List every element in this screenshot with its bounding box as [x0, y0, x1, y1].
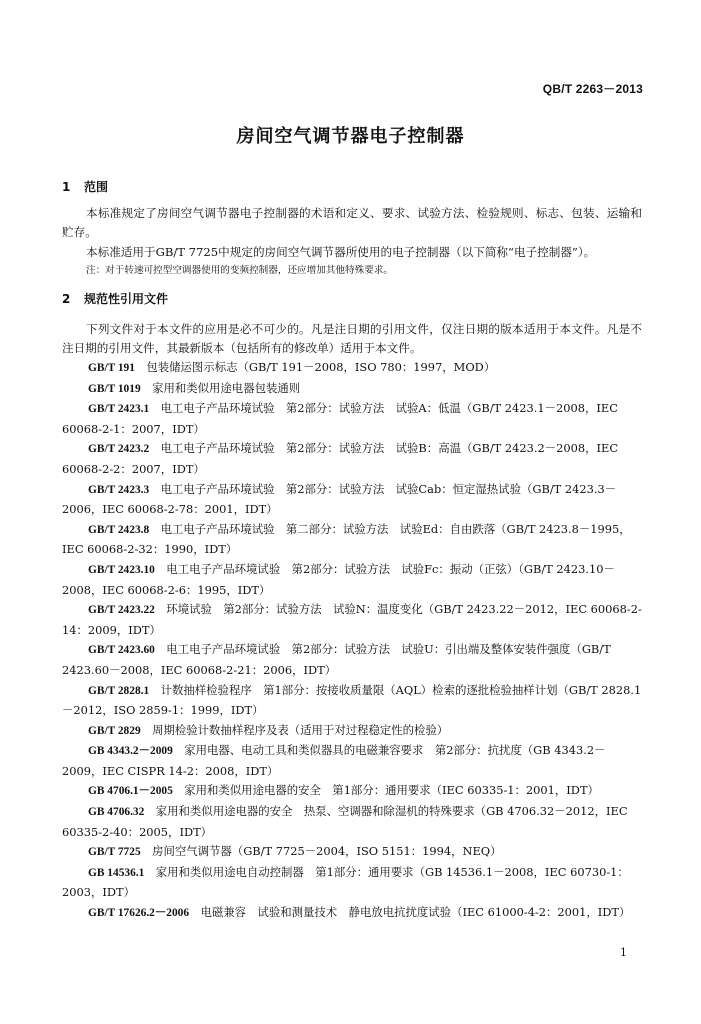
reference-text: 电工电子产品环境试验 第2部分：试验方法 试验U：引出端及整体安装件强度（GB/T 2423.60－2008，IEC 60068-2-21：2006，IDT） — [62, 642, 611, 677]
reference-code: GB/T 2423.2 — [88, 443, 150, 456]
reference-code: GB/T 17626.2－2006 — [88, 907, 190, 920]
reference-code: GB/T 2423.8 — [88, 523, 150, 536]
reference-item — [62, 600, 644, 640]
reference-code: GB/T 2423.3 — [88, 483, 150, 496]
reference-text: 房间空气调节器（GB/T 7725－2004，ISO 5151：1994，NEQ） — [152, 844, 502, 859]
reference-text: 家用和类似用途电器的安全 第1部分：通用要求（IEC 60335-1：2001，IDT） — [184, 783, 599, 798]
section-1-title: 范围 — [84, 180, 109, 194]
reference-text: 电工电子产品环境试验 第2部分：试验方法 试验B：高温（GB/T 2423.2－2008，IEC 60068-2-2：2007，IDT） — [62, 441, 619, 476]
section-2-number: 2 — [62, 292, 71, 306]
reference-text: 家用和类似用途电器包装通则 — [152, 380, 301, 395]
reference-code: GB/T 2829 — [88, 724, 141, 737]
reference-item — [62, 681, 644, 721]
reference-code: GB/T 2828.1 — [88, 684, 150, 697]
reference-code: GB 4343.2－2009 — [88, 745, 173, 758]
reference-item — [62, 741, 644, 781]
reference-item — [62, 781, 644, 802]
section-1-body — [62, 204, 642, 279]
reference-text: 家用电器、电动工具和类似器具的电磁兼容要求 第2部分：抗扰度（GB 4343.2－2009，IEC CISPR 14-2：2008，IDT） — [62, 743, 606, 778]
reference-code: GB 4706.32 — [88, 806, 145, 819]
document-title: 房间空气调节器电子控制器 — [236, 126, 465, 147]
reference-code: GB/T 2423.10 — [88, 563, 155, 576]
reference-text: 电磁兼容 试验和测量技术 静电放电抗扰度试验（IEC 61000-4-2：2001，IDT） — [200, 905, 631, 920]
reference-text: 包装储运图示标志（GB/T 191－2008，ISO 780：1997，MOD） — [146, 360, 496, 374]
reference-item — [62, 721, 644, 742]
reference-item — [62, 802, 644, 842]
page-number: 1 — [620, 946, 627, 959]
reference-text: 电工电子产品环境试验 第2部分：试验方法 试验Fc：振动（正弦）（GB/T 2423.10－2008，IEC 60068-2-6：1995，IDT） — [62, 561, 615, 597]
reference-text: 电工电子产品环境试验 第2部分：试验方法 试验Cab：恒定湿热试验（GB/T 2423.3－2006，IEC 60068-2-78：2001，IDT） — [62, 481, 617, 517]
reference-code: GB/T 7725 — [88, 846, 141, 859]
reference-item — [62, 520, 644, 560]
reference-text: 环境试验 第2部分：试验方法 试验N：温度变化（GB/T 2423.22－2012，IEC 60068-2-14：2009，IDT） — [62, 602, 642, 637]
reference-list — [62, 358, 644, 924]
reference-item — [62, 560, 644, 600]
reference-item — [62, 358, 644, 379]
reference-code: GB 14536.1 — [88, 866, 145, 879]
scope-paragraph-2: 本标准适用于GB/T 7725中规定的房间空气调节器所使用的电子控制器（以下简称“电子控制器”）。 — [86, 244, 596, 259]
reference-code: GB/T 2423.22 — [88, 604, 155, 617]
reference-item — [62, 903, 644, 924]
section-2-heading — [62, 290, 168, 307]
reference-item — [62, 640, 644, 680]
standard-number: QB/T 2263－2013 — [542, 82, 643, 96]
reference-item — [62, 379, 644, 400]
reference-text: 电工电子产品环境试验 第2部分：试验方法 试验A：低温（GB/T 2423.1－2008，IEC 60068-2-1：2007，IDT） — [62, 401, 618, 436]
reference-code: GB/T 2423.1 — [88, 403, 150, 416]
reference-item — [62, 439, 644, 479]
reference-item — [62, 842, 644, 863]
reference-code: GB 4706.1－2005 — [88, 785, 173, 798]
reference-item — [62, 399, 644, 439]
section-2-intro — [62, 320, 642, 359]
reference-code: GB/T 2423.60 — [88, 644, 155, 657]
reference-text: 周期检验计数抽样程序及表（适用于对过程稳定性的检验） — [152, 722, 449, 737]
section-1-heading — [62, 178, 108, 195]
reference-code: GB/T 1019 — [88, 382, 141, 395]
section-2-title: 规范性引用文件 — [84, 292, 169, 306]
references-intro: 下列文件对于本文件的应用是必不可少的。凡是注日期的引用文件，仅注日期的版本适用于本文件。凡是不注日期的引用文件，其最新版本（包括所有的修改单）适用于本文件。 — [62, 322, 642, 356]
reference-text: 家用和类似用途电自动控制器 第1部分：通用要求（GB 14536.1－2008，IEC 60730-1：2003，IDT） — [62, 864, 629, 900]
reference-text: 电工电子产品环境试验 第二部分：试验方法 试验Ed：自由跌落（GB/T 2423.8－1995，IEC 60068-2-32：1990，IDT） — [62, 521, 631, 557]
reference-text: 家用和类似用途电器的安全 热泵、空调器和除湿机的特殊要求（GB 4706.32－2012，IEC 60335-2-40：2005，IDT） — [62, 804, 628, 839]
reference-item — [62, 863, 644, 903]
section-1-number: 1 — [62, 180, 71, 194]
reference-code: GB/T 191 — [88, 362, 135, 374]
reference-item — [62, 480, 644, 520]
scope-note: 注：对于转速可控型空调器使用的变频控制器，还应增加其他特殊要求。 — [86, 265, 393, 277]
reference-text: 计数抽样检验程序 第1部分：按接收质量限（AQL）检索的逐批检验抽样计划（GB/T 2828.1－2012，ISO 2859-1：1999，IDT） — [62, 682, 642, 718]
scope-paragraph-1: 本标准规定了房间空气调节器电子控制器的术语和定义、要求、试验方法、检验规则、标志、包装、运输和贮存。 — [62, 206, 642, 240]
